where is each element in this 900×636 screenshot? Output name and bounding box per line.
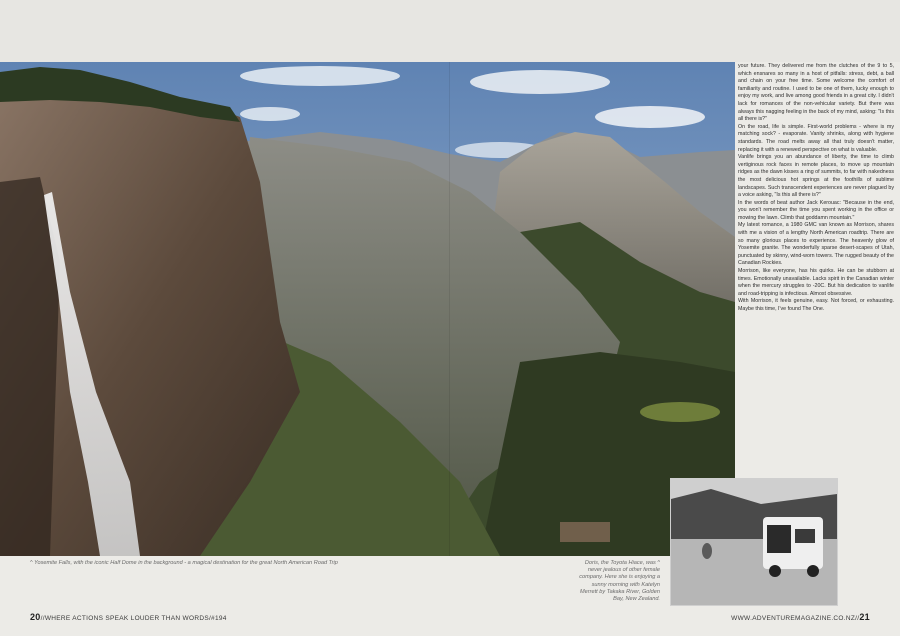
footer-right-text: WWW.ADVENTUREMAGAZINE.CO.NZ// <box>731 615 860 622</box>
yosemite-hero-photo <box>0 62 735 556</box>
top-margin <box>0 0 900 62</box>
inset-photo-caption: Doris, the Toyota Hiace, was ^ never jealous of other female company. Here she is enjoying a sunny morning with Katelyn Merrett by Takaka River, Golden Bay, New Zealand. <box>579 560 660 603</box>
footer-left-text: //WHERE ACTIONS SPEAK LOUDER THAN WORDS/#194 <box>40 615 227 622</box>
article-paragraph: Vanlife brings you an abundance of liberty, the time to climb vertiginous rock faces in remote places, to move up mountain ridges as the dawn kisses a ring of summits, to far with nakedness the most delicious hot springs at the foothills of sublime landscapes. Such transcendent experiences are never plagued by a voice asking, "Is this all there is?" <box>738 154 894 199</box>
main-photo-caption: ^ Yosemite Falls, with the iconic Half Dome in the background - a magical destination for the great North American Road Trip <box>30 560 338 566</box>
footer-right <box>731 612 870 622</box>
article-paragraph: My latest romance, a 1980 GMC van known as Morrison, shares with me a vision of a lengthy North American roadtrip. There are so many glorious places to experience. The heavenly glow of Yosemite granite. The wonderfully sparse desert-scapes of Utah, punctuated by skinny, wind-worn towers. The rugged beauty of the Canadian Rockies. <box>738 222 894 267</box>
page-number-left: 20 <box>30 612 41 622</box>
spread-gutter <box>449 62 450 556</box>
footer-left <box>30 612 227 622</box>
article-paragraph: In the words of beat author Jack Kerouac: "Because in the end, you won't remember the time you spent working in the office or mowing the lawn. Climb that goddamn mountain." <box>738 199 894 221</box>
article-paragraph: your future. They delivered me from the clutches of the 9 to 5, which ensnares so many in a host of pitfalls: stress, debt, a ball and chain on your free time. Some welcome the comfort of familiarity and routine. I used to be one of them, lucky enough to enjoy my work, and live among good friends in a great city. I didn't lack for romances of the non-vehicular variety. But there was always this nagging feeling in the back of my mind, asking: "Is this all there is?" <box>738 63 894 123</box>
article-paragraph: On the road, life is simple. First-world problems - where is my matching sock? - evaporate. Vanity shrinks, along with hygiene standards. The road melts away all that truly doesn't matter, replacing it with a renewed perspective on what is valuable. <box>738 123 894 153</box>
article-body-column <box>738 63 894 314</box>
van-inset-photo <box>670 478 838 606</box>
article-paragraph: With Morrison, it feels genuine, easy. Not forced, or exhausting. Maybe this time, I've found The One. <box>738 298 894 312</box>
page-number-right: 21 <box>859 612 870 622</box>
article-paragraph: Morrison, like everyone, has his quirks. He can be stubborn at times. Emotionally unavailable. Lacks spirit in the Canadian winter when the mercury struggles to -20C. But his dedication to vanlife and road-tripping is infectious. Almost obsessive. <box>738 268 894 297</box>
